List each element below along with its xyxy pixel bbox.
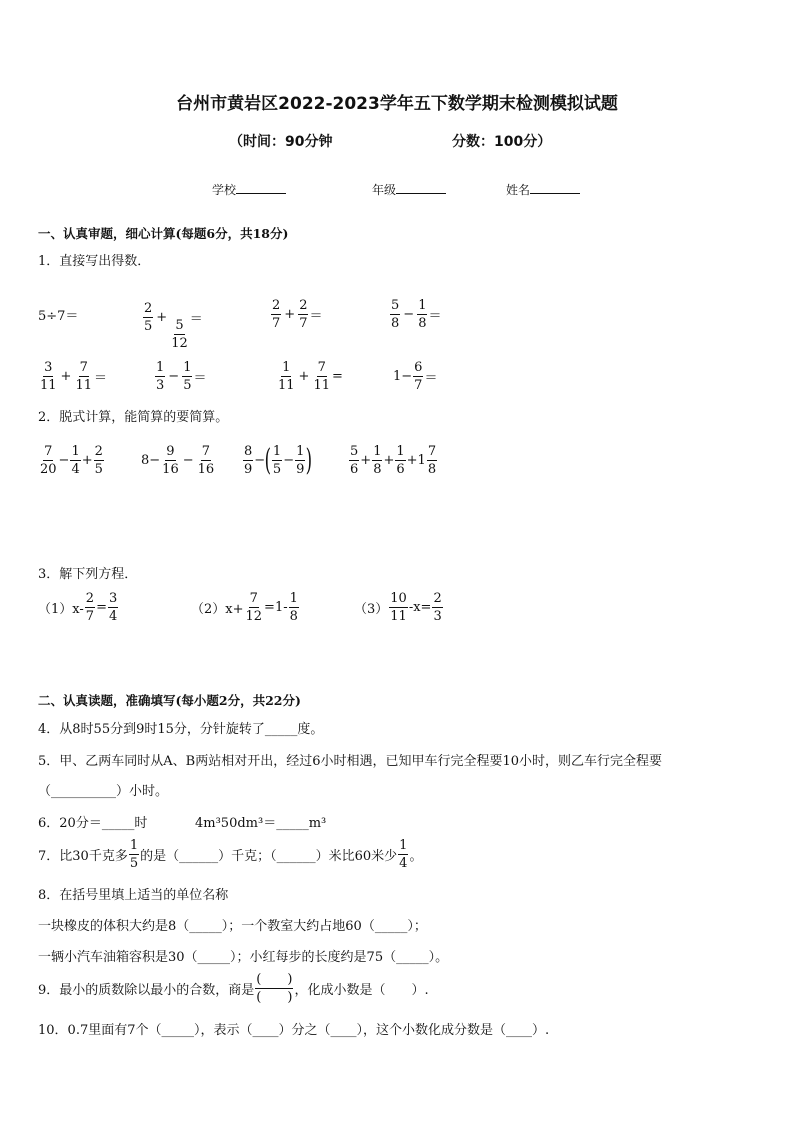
q1-label: 1．直接写出得数． (38, 254, 151, 269)
fraction (372, 443, 382, 478)
denominator: 9 (244, 462, 253, 477)
fraction (245, 590, 264, 625)
fraction (295, 443, 305, 478)
denominator: 7 (414, 378, 423, 393)
left-paren: ( (264, 442, 272, 478)
denominator: 11 (75, 378, 92, 393)
page-title: 台州市黄岩区2022-2023学年五下数学期末检测模拟试题 (176, 94, 618, 114)
q2-expr2 (141, 443, 216, 478)
q1-r2c4 (393, 359, 437, 394)
equals: = (332, 369, 343, 384)
q5-line1: 5．甲、乙两车同时从A、B两站相对开出，经过6小时相遇，已知甲车行完全程要10小时，则乙车行完全程要 (38, 754, 663, 769)
name-blank[interactable] (530, 181, 580, 194)
fraction (129, 837, 139, 872)
operator: + (383, 453, 395, 468)
fraction (143, 300, 153, 335)
q8-line1: 一块橡皮的体积大约是8（_____）；一个教室大约占地60（_____）； (38, 919, 427, 934)
fraction (243, 443, 253, 478)
fraction (94, 443, 104, 478)
denominator: 3 (156, 378, 165, 393)
section2-heading: 二、认真读题，准确填写(每小题2分，共22分) (38, 693, 301, 708)
q6-part-a: 6．20分＝_____时 (38, 816, 148, 831)
denominator: ( ) (256, 990, 293, 1005)
numerator: 7 (249, 591, 258, 606)
equals: ＝ (309, 309, 323, 324)
fraction (398, 837, 408, 872)
denominator: 3 (433, 609, 442, 624)
fraction (272, 443, 282, 478)
denominator: 8 (391, 316, 400, 331)
denominator: 5 (183, 378, 192, 393)
q2-expr3 (242, 443, 312, 478)
fraction (432, 590, 442, 625)
numerator: 2 (299, 298, 308, 313)
fraction (161, 443, 180, 478)
right-paren: ) (306, 442, 313, 478)
grade-label: 年级 (372, 183, 397, 197)
denominator: 11 (313, 378, 330, 393)
q2-expr1 (38, 443, 105, 478)
school-field[interactable] (212, 181, 286, 198)
fraction (170, 317, 189, 352)
fraction (417, 297, 427, 332)
operator: + (60, 369, 72, 384)
numerator: 5 (175, 318, 184, 333)
numerator: 7 (317, 360, 326, 375)
denominator: 11 (278, 378, 295, 393)
name-field[interactable] (506, 181, 580, 198)
operator: + (284, 307, 296, 322)
q1-r1c1: 5÷7＝ (38, 309, 79, 324)
q1-r1c2 (142, 283, 203, 352)
q1-r1c3 (270, 297, 322, 332)
denominator: 4 (108, 609, 118, 624)
fraction (427, 443, 437, 478)
q3-label: 3．解下列方程． (38, 567, 138, 582)
denominator: 11 (40, 378, 57, 393)
numerator: 2 (433, 591, 442, 606)
numerator: 1 (156, 360, 165, 375)
q3-eq1 (38, 590, 119, 625)
operator: − (182, 453, 194, 468)
fraction (155, 359, 165, 394)
denominator: 8 (427, 462, 437, 477)
mid: -x= (408, 600, 432, 615)
q9 (38, 971, 429, 1006)
q8-line2: 一辆小汽车油箱容积是30（_____）；小红每步的长度约是75（_____）。 (38, 950, 449, 965)
denominator: 16 (162, 462, 179, 477)
q9-part1: 9．最小的质数除以最小的合数，商是 (38, 983, 255, 998)
fraction (74, 359, 93, 394)
numerator: 7 (44, 444, 53, 459)
q1-r1c4 (389, 297, 441, 332)
q2-expr4 (348, 443, 438, 478)
denominator: 5 (94, 462, 103, 477)
q6-part-b: 4m³50dm³＝_____m³ (195, 816, 327, 831)
fraction (389, 590, 408, 625)
mid: = (96, 600, 107, 615)
operator: − (58, 453, 70, 468)
denominator: 20 (40, 462, 57, 477)
numerator: 1 (183, 360, 192, 375)
lead: （1）x- (38, 602, 84, 617)
fraction (349, 443, 359, 478)
operator: − (283, 453, 295, 468)
operator: + (81, 453, 93, 468)
fraction (298, 297, 308, 332)
denominator: 8 (418, 316, 427, 331)
denominator: 16 (197, 462, 215, 477)
numerator: 2 (144, 301, 153, 316)
denominator: 8 (373, 462, 382, 477)
lead: 1− (393, 369, 413, 384)
numerator: 7 (427, 444, 437, 459)
denominator: 5 (129, 856, 139, 871)
numerator: 7 (201, 444, 211, 459)
fraction (182, 359, 192, 394)
grade-field[interactable] (372, 181, 446, 198)
numerator: 1 (396, 444, 405, 459)
q8-label: 8．在括号里填上适当的单位名称 (38, 888, 229, 903)
denominator: 5 (144, 319, 153, 334)
fraction (197, 443, 216, 478)
numerator: 9 (166, 444, 175, 459)
operator: + (298, 369, 310, 384)
name-label: 姓名 (506, 183, 531, 197)
fraction (39, 443, 58, 478)
denominator: 6 (350, 462, 359, 477)
denominator: 11 (390, 609, 407, 624)
denominator: 4 (399, 856, 408, 871)
q5-line2: （__________）小时。 (38, 784, 169, 799)
equals: ＝ (428, 309, 442, 324)
equals: ＝ (189, 312, 203, 327)
score-label: 分数：100分） (452, 134, 552, 150)
numerator: 8 (244, 444, 253, 459)
fraction (85, 590, 95, 625)
q1-r2c3 (276, 359, 343, 394)
q2-label: 2．脱式计算，能简算的要简算。 (38, 410, 229, 425)
numerator: 2 (94, 444, 103, 459)
school-blank[interactable] (236, 181, 286, 194)
equals: ＝ (193, 371, 207, 386)
numerator: 10 (390, 591, 407, 606)
time-label: （时间：90分钟 (229, 134, 333, 150)
grade-blank[interactable] (396, 181, 446, 194)
q7-part1: 7．比30千克多 (38, 849, 128, 864)
numerator: 1 (71, 444, 80, 459)
operator: − (168, 369, 180, 384)
fraction (289, 590, 299, 625)
denominator: 7 (85, 609, 95, 624)
numerator: 1 (418, 298, 427, 313)
section1-heading: 一、认真审题，细心计算(每题6分，共18分) (38, 226, 289, 241)
numerator: ( ) (256, 972, 293, 987)
q1-r2c1 (38, 359, 107, 394)
q9-part2: ，化成小数是（ ）. (294, 983, 429, 998)
equals: ＝ (424, 371, 438, 386)
numerator: 1 (129, 838, 139, 853)
numerator: 5 (391, 298, 400, 313)
operator: − (254, 453, 266, 468)
fraction (390, 297, 400, 332)
denominator: 8 (289, 609, 298, 624)
fraction (413, 359, 423, 394)
fraction (70, 443, 80, 478)
school-label: 学校 (212, 183, 237, 197)
denominator: 9 (296, 462, 305, 477)
numerator: 2 (272, 298, 281, 313)
mid: =1- (264, 600, 288, 615)
denominator: 7 (272, 316, 281, 331)
lead: （2）x+ (191, 602, 244, 617)
q7-part3: 。 (409, 849, 423, 864)
q1-r2c2 (154, 359, 206, 394)
denominator: 12 (171, 336, 188, 351)
q7 (38, 837, 422, 872)
fraction (277, 359, 296, 394)
fraction (395, 443, 405, 478)
operator: − (403, 307, 415, 322)
numerator: 6 (414, 360, 423, 375)
q7-part2: 的是（______）千克；（______）米比60米少 (140, 849, 398, 864)
q4: 4．从8时55分到9时15分，分针旋转了_____度。 (38, 722, 324, 737)
numerator: 1 (296, 444, 305, 459)
numerator: 2 (85, 591, 95, 606)
q10: 10．0.7里面有7个（_____），表示（____）分之（____），这个小数化成分数是（____）. (38, 1023, 550, 1038)
numerator: 1 (373, 444, 382, 459)
numerator: 3 (44, 360, 53, 375)
numerator: 1 (282, 360, 291, 375)
denominator: 7 (299, 316, 308, 331)
fraction (108, 590, 118, 625)
equals: ＝ (94, 371, 108, 386)
numerator: 5 (350, 444, 359, 459)
q3-eq3 (354, 590, 444, 625)
fraction (312, 359, 331, 394)
numerator: 3 (108, 591, 118, 606)
denominator: 5 (272, 462, 282, 477)
fraction (255, 971, 293, 1006)
operator: +1 (406, 453, 426, 468)
numerator: 1 (289, 591, 298, 606)
denominator: 6 (396, 462, 405, 477)
operator: + (156, 310, 168, 325)
numerator: 1 (272, 444, 282, 459)
lead: （3） (354, 602, 389, 617)
lead: 8− (141, 453, 161, 468)
q3-eq2 (191, 590, 300, 625)
numerator: 7 (79, 360, 88, 375)
fraction (39, 359, 58, 394)
fraction (271, 297, 281, 332)
denominator: 12 (245, 609, 263, 624)
denominator: 4 (71, 462, 80, 477)
numerator: 1 (399, 838, 408, 853)
operator: + (360, 453, 372, 468)
